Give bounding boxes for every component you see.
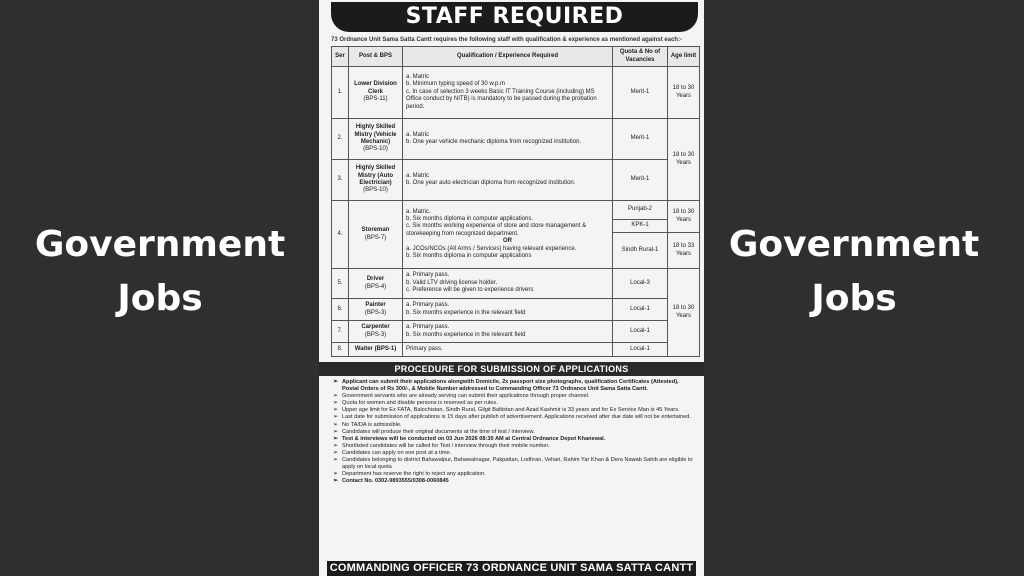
row-age: 18 to 30 Years (668, 119, 700, 201)
list-item-text: Upper age limit for Ex FATA, Balochistan, Sindh Rural, Gilgit Baltistan and Azad Kashmir is 33 years and for Ex Service Man is 45 Years. (342, 407, 680, 414)
row-quota: Local-1 (613, 321, 668, 343)
table-row (332, 321, 700, 343)
list-item-text: Candidates will produce their original documents at the time of test / interview. (342, 428, 535, 435)
row-ser: 4. (332, 201, 349, 269)
arrow-bullet-icon: ➢ (333, 400, 339, 407)
row-qualification (403, 321, 613, 343)
table-row (332, 119, 700, 160)
list-item (333, 471, 696, 478)
table-row (332, 160, 700, 201)
arrow-bullet-icon: ➢ (333, 442, 339, 449)
table-row (332, 67, 700, 119)
list-item-text: Quota for women and disable persons is reserved as per rules. (342, 400, 498, 407)
arrow-bullet-icon: ➢ (333, 393, 339, 400)
row-ser: 2. (332, 119, 349, 160)
row-quota: Merit-1 (613, 119, 668, 160)
qual-line: a. Primary pass. (406, 272, 450, 279)
qual-line: a. Primary pass. (406, 302, 450, 309)
row-ser: 6. (332, 299, 349, 321)
ad-intro: 73 Ordnance Unit Sama Satta Cantt requires the following staff with qualification & experience as mentioned against each:- (331, 37, 683, 43)
row-quota: Local-3 (613, 269, 668, 299)
row-qualification (403, 343, 613, 357)
list-item (333, 443, 696, 450)
row-quota: Local-1 (613, 299, 668, 321)
row-post (349, 321, 403, 343)
header-ser: Ser (332, 47, 349, 67)
post-name: Waiter (354, 345, 373, 352)
row-ser: 7. (332, 321, 349, 343)
post-bps: (BPS-10) (363, 187, 388, 194)
table-row (332, 343, 700, 357)
qual-line: a. Matric (406, 172, 430, 179)
row-qualification (403, 67, 613, 119)
list-item-text: Government servants who are already serving can submit their applications through proper channel. (342, 393, 590, 400)
row-age: 18 to 33 Years (668, 233, 700, 269)
row-post (349, 343, 403, 357)
job-advertisement (319, 0, 704, 576)
row-age: 18 to 30 Years (668, 67, 700, 119)
ad-footer: COMMANDING OFFICER 73 ORDNANCE UNIT SAMA SATTA CANTT (327, 561, 696, 576)
arrow-bullet-icon: ➢ (333, 414, 339, 421)
row-post (349, 201, 403, 269)
arrow-bullet-icon: ➢ (333, 428, 339, 435)
list-item-text: Test & interviews will be conducted on 03 Jun 2026 08:30 AM at Central Ordnance Depot Khanewal. (342, 435, 606, 442)
list-item (333, 422, 696, 429)
row-qualification (403, 201, 613, 269)
list-item-text: Applicant can submit their applications alongwith Domicile, 2x passport size photographs, qualification Certificates (Attested), Postal Orders of Rs 300/-, & Mobile Number addressed to Commanding Officer 73 Ordnance Unit Sama Satta Cantt. (342, 379, 679, 393)
side-title-line2: Jobs (811, 278, 897, 319)
side-title-line1: Government (728, 224, 980, 265)
qual-line: b. Six months diploma in computer applications. (406, 215, 534, 222)
table-row (332, 201, 700, 220)
header-post: Post & BPS (349, 47, 403, 67)
list-item (333, 429, 696, 436)
vacancy-table (331, 46, 700, 357)
side-title-line1: Government (34, 224, 286, 265)
list-item-text: Last date for submission of applications is 15 days after publish of advertisement. Applications received after due date will not be entertained. (342, 414, 691, 421)
row-ser: 8. (332, 343, 349, 357)
qual-line: a. Matric (406, 73, 430, 80)
procedure-list (319, 376, 704, 485)
qual-line: b. Six months experience in the relevant field (406, 309, 526, 316)
qual-line: b. Minimum typing speed of 30 w.p.m (406, 81, 506, 88)
qual-line: a. JCOs/NCOs (All Arms / Services) having relevant experience. (406, 245, 577, 252)
qual-line: b. Six months experience in the relevant field (406, 331, 526, 338)
table-header-row (332, 47, 700, 67)
row-quota: Punjab-2 (613, 201, 668, 220)
qual-line: c. In case of selection 3 weeks Basic IT Training Course (including) MS Office conduct by NITB) is mandatory to be passed during the probation period. (406, 88, 597, 110)
arrow-bullet-icon: ➢ (333, 478, 339, 485)
post-name: Painter (365, 302, 386, 309)
arrow-bullet-icon: ➢ (333, 421, 339, 428)
row-ser: 1. (332, 67, 349, 119)
row-quota: KPK-1 (613, 220, 668, 233)
row-post (349, 299, 403, 321)
row-post (349, 269, 403, 299)
post-bps: (BPS-3) (364, 331, 387, 338)
table-row (332, 299, 700, 321)
qual-line: a. Matric. (406, 208, 431, 215)
list-item (333, 457, 696, 471)
arrow-bullet-icon: ➢ (333, 457, 339, 464)
header-qualification: Qualification / Experience Required (403, 47, 613, 67)
row-age: 18 to 30 Years (668, 201, 700, 233)
qual-line: Primary pass. (406, 345, 443, 352)
list-item-text: No TA/DA is admissible. (342, 421, 402, 428)
list-item (333, 436, 696, 443)
list-item (333, 414, 696, 421)
qual-line: b. Valid LTV driving license holder. (406, 279, 498, 286)
arrow-bullet-icon: ➢ (333, 379, 339, 385)
row-age: 18 to 30 Years (668, 269, 700, 357)
row-ser: 5. (332, 269, 349, 299)
arrow-bullet-icon: ➢ (333, 435, 339, 442)
list-item-text: Shortlisted candidates will be called for Test / interview through their mobile number. (342, 442, 550, 449)
post-bps: (BPS-3) (364, 309, 387, 316)
post-name: Driver (366, 276, 385, 283)
list-item-text: Contact No. 0302-9893555/0308-0060845 (342, 478, 449, 485)
arrow-bullet-icon: ➢ (333, 449, 339, 456)
header-quota: Quota & No of Vacancies (613, 47, 668, 67)
post-name: Carpenter (361, 324, 390, 331)
row-qualification (403, 299, 613, 321)
row-quota: Sindh Rural-1 (613, 233, 668, 269)
row-qualification (403, 269, 613, 299)
qual-line: b. One year auto electrician diploma from recognized institution. (406, 180, 576, 186)
list-item-text: Candidates belonging to district Bahawalpur, Bahawalnagar, Pakpattan, Lodhran, Vehari, Rahim Yar Khan & Dera Nawab Sahib are eligible to apply on local quota (342, 457, 693, 471)
post-bps: (BPS-4) (364, 283, 387, 290)
list-item (333, 478, 696, 485)
qual-line: a. Matric (406, 131, 430, 138)
post-name: Lower Division Clerk (354, 81, 397, 95)
post-name: Storeman (361, 227, 390, 234)
post-name: Highly Skilled Mistry (Auto Electrician) (355, 165, 396, 186)
list-item (333, 393, 696, 400)
post-bps: (BPS-7) (364, 234, 387, 241)
list-item (333, 400, 696, 407)
qual-or: OR (503, 238, 512, 245)
row-post (349, 67, 403, 119)
arrow-bullet-icon: ➢ (333, 471, 339, 478)
post-name: Highly Skilled Mistry (Vehicle Mechanic) (354, 124, 397, 145)
side-title-left (10, 218, 310, 326)
row-quota: Merit-1 (613, 160, 668, 201)
side-title-right (704, 218, 1004, 326)
row-post (349, 119, 403, 160)
list-item-text: Department has reserve the right to reject any application. (342, 471, 486, 478)
qual-line: c. Six months working experience of store and store management & storekeeping from recognized department. (406, 223, 587, 237)
list-item (333, 450, 696, 457)
qual-line: a. Primary pass. (406, 324, 450, 331)
row-post (349, 160, 403, 201)
ad-title: STAFF REQUIRED (331, 2, 698, 32)
list-item (333, 379, 696, 393)
row-quota: Local-1 (613, 343, 668, 357)
list-item-text: Candidates can apply on one post at a time. (342, 449, 452, 456)
row-ser: 3. (332, 160, 349, 201)
arrow-bullet-icon: ➢ (333, 407, 339, 414)
qual-line: b. One year vehicle mechanic diploma from recognized institution. (406, 139, 582, 145)
qual-line: c. Preference will be given to experience drivers (406, 287, 534, 294)
qual-line: b. Six months diploma in computer applications (406, 253, 532, 260)
post-bps: (BPS-10) (363, 146, 388, 153)
post-bps: (BPS-11) (363, 96, 388, 103)
row-qualification (403, 119, 613, 160)
row-quota: Merit-1 (613, 67, 668, 119)
post-bps: (BPS-1) (374, 345, 397, 352)
header-age: Age limit (668, 47, 700, 67)
side-title-line2: Jobs (117, 278, 203, 319)
row-qualification (403, 160, 613, 201)
procedure-heading: PROCEDURE FOR SUBMISSION OF APPLICATIONS (319, 362, 704, 376)
list-item (333, 407, 696, 414)
table-row (332, 269, 700, 299)
